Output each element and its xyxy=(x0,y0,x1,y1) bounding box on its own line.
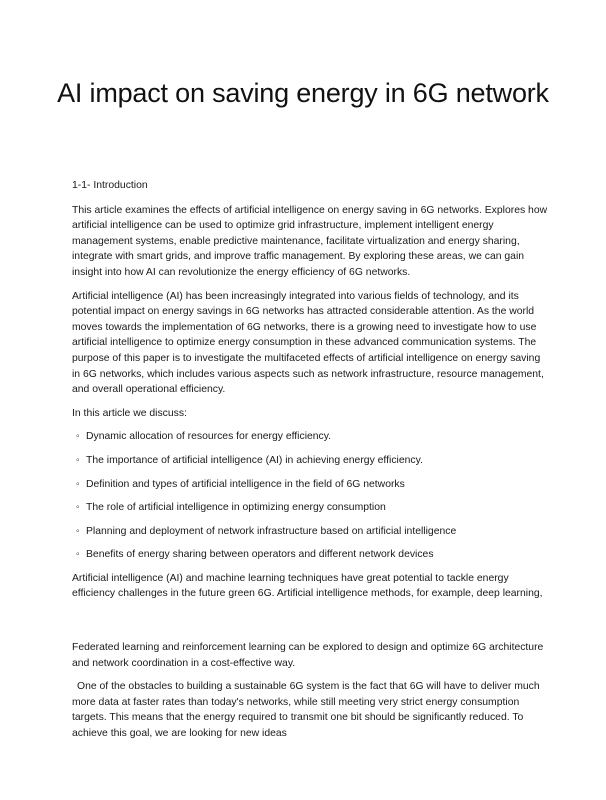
bullet-icon: ◦ xyxy=(76,454,80,466)
paragraph-ml-potential: Artificial intelligence (AI) and machine learning techniques have great potential to tackle energy efficiency challenges in the future green 6G. Artificial intelligence methods, for example, deep learning, xyxy=(72,572,543,600)
paragraph-ai-integration: Artificial intelligence (AI) has been increasingly integrated into various fields of technology, and its potential impact on energy savings in 6G networks has attracted considerable attention. As the world moves towards the implementation of 6G networks, there is a growing need to investigate how to use artificial intelligence to optimize energy consumption in these advanced communication systems. The purpose of this paper is to investigate the multifaceted effects of artificial intelligence on energy saving in 6G networks, which includes various aspects such as network infrastructure, resource management, and overall operational efficiency. xyxy=(72,290,544,396)
list-item-text: Dynamic allocation of resources for energy efficiency. xyxy=(86,431,332,443)
bullet-icon: ◦ xyxy=(76,478,80,490)
list-item-text: The importance of artificial intelligence (AI) in achieving energy efficiency. xyxy=(86,454,423,466)
list-item-text: Planning and deployment of network infrastructure based on artificial intelligence xyxy=(86,525,457,537)
paragraph-sustainable-6g: One of the obstacles to building a sustainable 6G system is the fact that 6G will have to deliver much more data at faster rates than today's networks, while still meeting very strict energy consumption targets. This means that the energy required to transmit one bit should be significantly reduced. To achieve this goal, we are looking for new ideas xyxy=(72,681,540,740)
paragraph-discuss-lead: In this article we discuss: xyxy=(72,407,187,419)
bullet-icon: ◦ xyxy=(76,431,80,443)
list-item xyxy=(72,453,548,469)
list-item xyxy=(72,477,548,493)
paragraph-federated-learning: Federated learning and reinforcement learning can be explored to design and optimize 6G architecture and network coordination in a cost-effective way. xyxy=(72,642,544,669)
discussion-list xyxy=(72,429,548,563)
list-item xyxy=(72,547,548,563)
bullet-icon: ◦ xyxy=(76,502,80,514)
paragraph-intro: This article examines the effects of artificial intelligence on energy saving in 6G networks. Explores how artificial intelligence can be used to optimize grid infrastructure, implement intelligent energy management systems, enable predictive maintenance, facilitate virtualization and energy sharing, integrate with smart grids, and improve traffic management. By exploring these areas, we can gain insight into how AI can revolutionize the energy efficiency of 6G networks. xyxy=(72,204,548,278)
list-item xyxy=(72,500,548,516)
list-item-text: Definition and types of artificial intelligence in the field of 6G networks xyxy=(86,478,405,490)
paragraph-gap xyxy=(72,610,548,640)
document-body xyxy=(72,178,548,750)
document-title: AI impact on saving energy in 6G network xyxy=(57,78,549,108)
list-item xyxy=(72,524,548,540)
list-item-text: The role of artificial intelligence in optimizing energy consumption xyxy=(86,502,386,514)
section-heading: 1-1- Introduction xyxy=(72,180,148,191)
list-item xyxy=(72,429,548,445)
bullet-icon: ◦ xyxy=(76,525,80,537)
list-item-text: Benefits of energy sharing between operators and different network devices xyxy=(86,549,434,561)
bullet-icon: ◦ xyxy=(76,549,80,561)
